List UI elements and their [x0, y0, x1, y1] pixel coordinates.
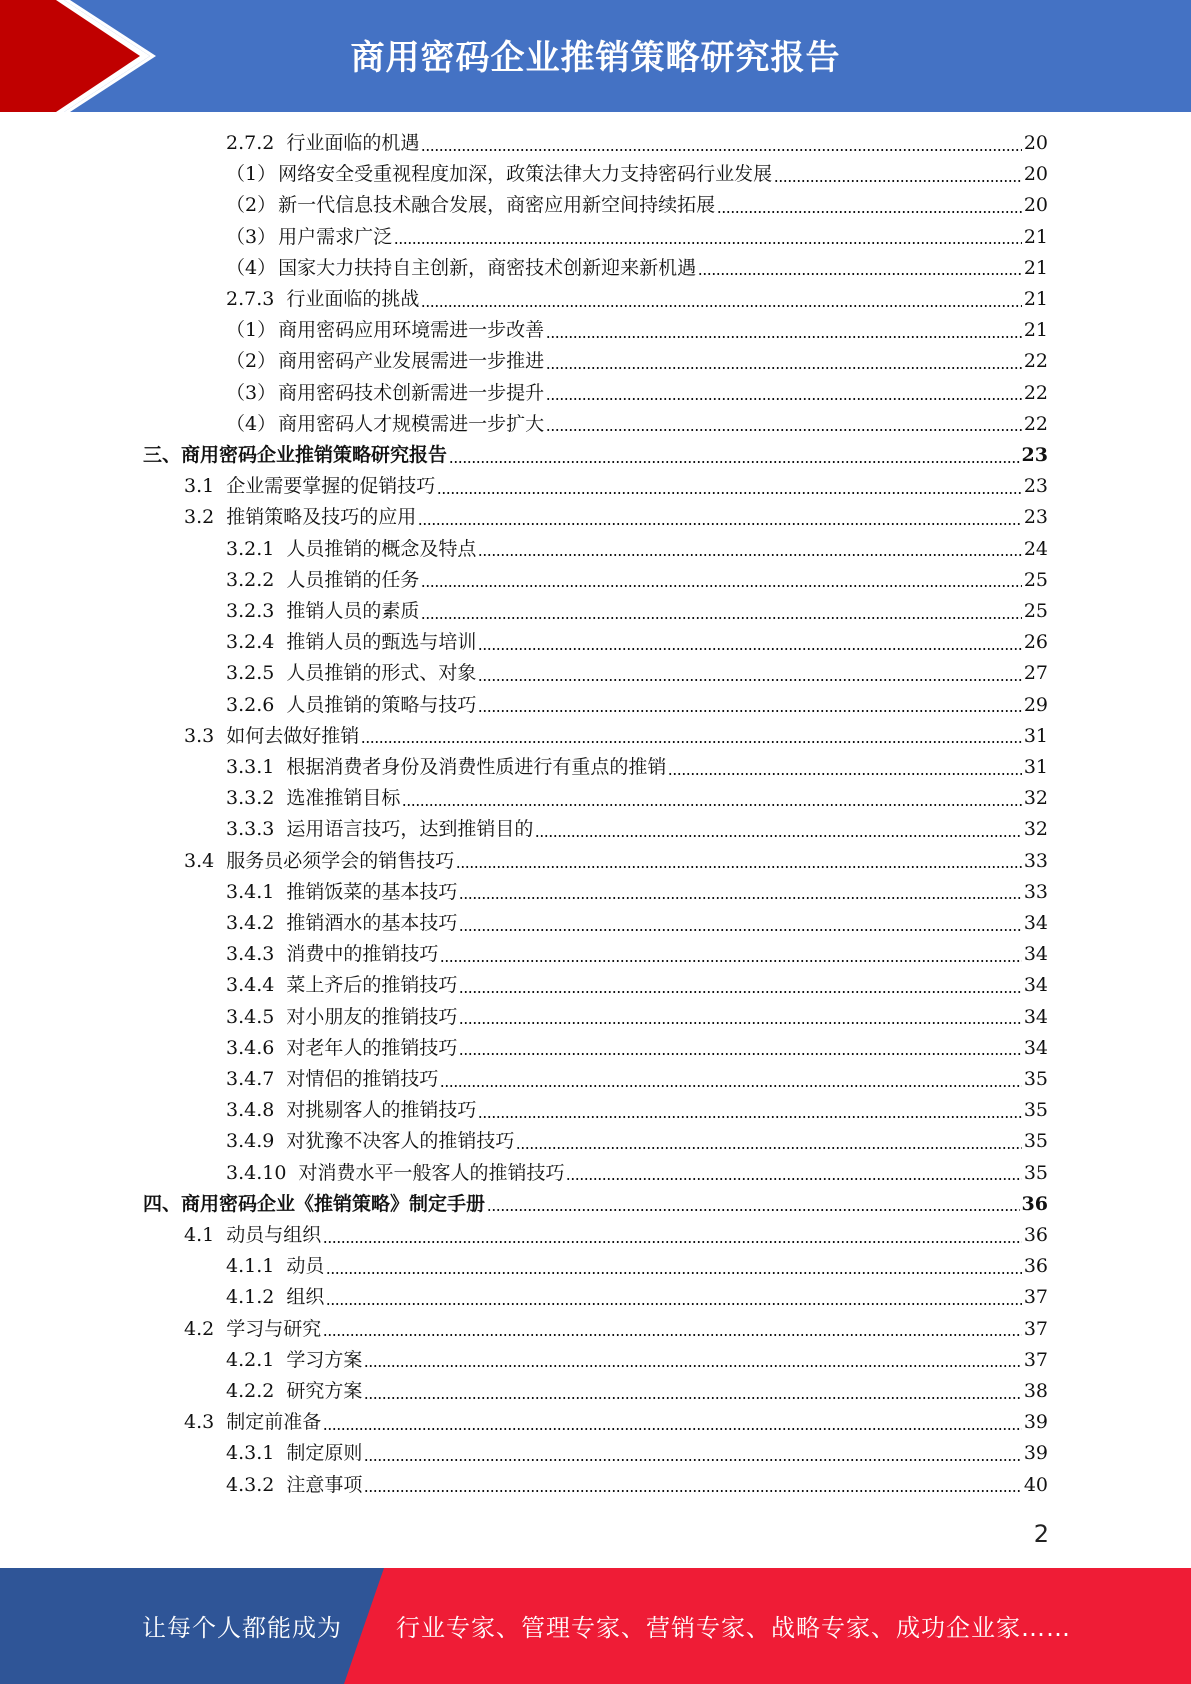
toc-entry-title: 人员推销的形式、对象 [286, 662, 477, 685]
toc-entry-page: 21 [1023, 288, 1048, 310]
toc-entry-page: 34 [1023, 974, 1048, 997]
toc-entry-title: 商用密码技术创新需进一步提升 [278, 381, 545, 404]
toc-entry-page: 34 [1023, 1036, 1048, 1059]
toc-entry[interactable] [226, 1251, 1048, 1282]
toc-entry-number: 3.2.1 [226, 537, 275, 560]
toc-entry-page: 39 [1023, 1442, 1048, 1465]
toc-entry-title: 国家大力扶持自主创新，商密技术创新迎来新机遇 [278, 256, 697, 279]
toc-entry[interactable] [226, 222, 1048, 253]
toc-entry[interactable] [226, 565, 1048, 596]
dot-leader [364, 1490, 1021, 1492]
toc-entry-title: 消费中的推销技巧 [286, 943, 439, 966]
dot-leader [774, 180, 1022, 182]
toc-entry-number: 3.4.4 [226, 974, 275, 997]
dot-leader [323, 1428, 1022, 1430]
toc-entry-title: 行业面临的挑战 [286, 288, 420, 310]
toc-entry-title: 行业面临的机遇 [286, 132, 420, 154]
dot-leader [364, 1459, 1021, 1461]
toc-entry-page: 31 [1023, 756, 1048, 778]
toc-entry-title: 人员推销的任务 [286, 568, 420, 591]
toc-entry-page: 27 [1023, 662, 1048, 685]
dot-leader [421, 305, 1021, 307]
dot-leader [440, 960, 1021, 962]
toc-entry-number: 3.4 [184, 849, 215, 872]
dot-leader [456, 866, 1022, 868]
toc-entry-number: 2.7.2 [226, 132, 275, 154]
toc-entry[interactable] [226, 658, 1048, 689]
toc-entry-title: 推销人员的素质 [286, 600, 420, 622]
toc-entry-page: 35 [1023, 1161, 1048, 1184]
toc-entry-number: 3.4.2 [226, 912, 275, 934]
toc-entry[interactable] [226, 1470, 1048, 1501]
toc-entry-page: 22 [1023, 350, 1048, 373]
toc-entry-title: 动员 [286, 1255, 325, 1278]
dot-leader [459, 929, 1021, 931]
toc-entry-title: 对情侣的推销技巧 [286, 1068, 439, 1090]
toc-entry-page: 33 [1023, 849, 1048, 872]
toc-entry-title: 制定原则 [286, 1442, 363, 1465]
toc-entry-number: 4.3.1 [226, 1442, 275, 1465]
toc-entry-title: 学习方案 [286, 1348, 363, 1371]
toc-entry-page: 26 [1023, 631, 1048, 654]
toc-entry-title: 商用密码人才规模需进一步扩大 [278, 412, 545, 435]
toc-entry-number: 3.4.9 [226, 1130, 275, 1153]
toc-entry[interactable] [226, 128, 1048, 159]
toc-entry-title: 选准推销目标 [286, 787, 401, 810]
toc-entry-title: 对犹豫不决客人的推销技巧 [286, 1130, 515, 1153]
dot-leader [437, 492, 1022, 494]
toc-entry[interactable] [226, 346, 1048, 377]
dot-leader [449, 461, 1020, 463]
dot-leader [459, 991, 1021, 993]
toc-entry[interactable] [226, 315, 1048, 346]
toc-entry[interactable] [226, 378, 1048, 409]
toc-entry-title: 对消费水平一般客人的推销技巧 [298, 1161, 565, 1184]
toc-entry-title: 注意事项 [286, 1473, 363, 1496]
toc-entry-page: 40 [1023, 1473, 1048, 1496]
toc-entry-page: 25 [1023, 568, 1048, 591]
toc-entry[interactable] [226, 690, 1048, 721]
toc-entry-title: 商用密码应用环境需进一步改善 [278, 319, 545, 342]
toc-entry-number: 3.2 [184, 506, 215, 529]
toc-entry[interactable] [184, 721, 1048, 752]
toc-entry-title: 动员与组织 [226, 1224, 322, 1246]
toc-entry-page: 37 [1023, 1317, 1048, 1340]
toc-entry-number: 3.4.7 [226, 1068, 275, 1090]
toc-entry-number: （2） [226, 350, 277, 373]
toc-entry[interactable] [226, 1282, 1048, 1313]
dot-leader [487, 1209, 1020, 1211]
toc-entry-page: 38 [1023, 1380, 1048, 1402]
dot-leader [421, 585, 1021, 587]
toc-entry-page: 29 [1023, 693, 1048, 716]
dot-leader [535, 835, 1021, 837]
toc-entry-number: 4.1.1 [226, 1255, 275, 1278]
dot-leader [326, 1272, 1021, 1274]
footer-slogan-right: 行业专家、管理专家、营销专家、战略专家、成功企业家…… [396, 1614, 1071, 1642]
toc-entry-number: 4.1.2 [226, 1286, 275, 1309]
dot-leader [364, 1365, 1021, 1367]
toc-entry-title: 新一代信息技术融合发展，商密应用新空间持续拓展 [278, 194, 716, 217]
dot-leader [440, 1085, 1021, 1087]
dot-leader [546, 398, 1022, 400]
dot-leader [478, 710, 1021, 712]
toc-entry-page: 36 [1021, 1192, 1048, 1215]
toc-entry[interactable] [226, 253, 1048, 284]
dot-leader [566, 1178, 1021, 1180]
toc-entry-page: 23 [1023, 506, 1048, 529]
toc-entry-number: （2） [226, 194, 277, 217]
toc-entry[interactable] [226, 752, 1048, 783]
toc-entry[interactable] [226, 1438, 1048, 1469]
toc-entry-page: 34 [1023, 912, 1048, 934]
page-header [0, 0, 1191, 112]
dot-leader [418, 523, 1022, 525]
toc-entry[interactable] [184, 471, 1048, 502]
toc-entry[interactable] [226, 1376, 1048, 1407]
toc-entry[interactable] [184, 1407, 1048, 1438]
toc-entry-title: 人员推销的概念及特点 [286, 537, 477, 560]
toc-entry-number: 3.4.8 [226, 1099, 275, 1122]
toc-entry-number: 4.3 [184, 1411, 215, 1434]
toc-entry-page: 21 [1023, 225, 1048, 248]
dot-leader [516, 1147, 1021, 1149]
toc-entry-title: 推销人员的甄选与培训 [286, 631, 477, 654]
dot-leader [323, 1241, 1022, 1243]
toc-entry-title: 四、商用密码企业《推销策略》制定手册 [143, 1192, 486, 1215]
toc-entry-page: 22 [1023, 381, 1048, 404]
toc-entry-number: （4） [226, 256, 277, 279]
page-footer [0, 1568, 1191, 1684]
toc-entry-number: 3.3.2 [226, 787, 275, 810]
dot-leader [402, 804, 1021, 806]
toc-entry-number: 4.3.2 [226, 1473, 275, 1496]
toc-entry[interactable] [226, 1002, 1048, 1033]
toc-entry-title: 三、商用密码企业推销策略研究报告 [143, 444, 448, 466]
toc-entry[interactable] [226, 783, 1048, 814]
dot-leader [478, 648, 1021, 650]
toc-entry-number: 3.4.3 [226, 943, 275, 966]
dot-leader [323, 1334, 1022, 1336]
toc-entry[interactable] [184, 846, 1048, 877]
toc-entry-title: 企业需要掌握的促销技巧 [226, 475, 436, 498]
dot-leader [459, 1022, 1021, 1024]
header-title: 商用密码企业推销策略研究报告 [350, 38, 841, 78]
toc-entry-page: 21 [1023, 319, 1048, 342]
dot-leader [478, 554, 1021, 556]
toc-entry-page: 35 [1023, 1068, 1048, 1090]
toc-entry-page: 36 [1023, 1224, 1048, 1246]
dot-leader [459, 1053, 1021, 1055]
toc-entry-title: 人员推销的策略与技巧 [286, 693, 477, 716]
toc-entry-page: 37 [1023, 1348, 1048, 1371]
toc-entry-number: 3.4.10 [226, 1161, 287, 1184]
toc-entry-title: 对挑剔客人的推销技巧 [286, 1099, 477, 1122]
toc-entry-title: 如何去做好推销 [226, 724, 360, 747]
toc-entry-page: 39 [1023, 1411, 1048, 1434]
toc-entry-title: 研究方案 [286, 1380, 363, 1402]
toc-entry[interactable] [226, 409, 1048, 440]
dot-leader [717, 211, 1022, 213]
toc-entry[interactable] [226, 1033, 1048, 1064]
dot-leader [478, 679, 1021, 681]
toc-entry-number: 4.2.2 [226, 1380, 275, 1402]
toc-entry-page: 37 [1023, 1286, 1048, 1309]
toc-entry-number: （1） [226, 319, 277, 342]
dot-leader [421, 149, 1021, 151]
dot-leader [459, 897, 1021, 899]
toc-entry-title: 组织 [286, 1286, 325, 1309]
dot-leader [478, 1116, 1021, 1118]
toc-entry-title: 用户需求广泛 [278, 225, 393, 248]
toc-entry-number: 3.2.3 [226, 600, 275, 622]
toc-entry-title: 对老年人的推销技巧 [286, 1036, 458, 1059]
toc-entry[interactable] [226, 1345, 1048, 1376]
toc-entry-number: 3.3 [184, 724, 215, 747]
toc-entry-page: 20 [1023, 194, 1048, 217]
toc-entry-title: 服务员必须学会的销售技巧 [226, 849, 455, 872]
toc-entry-number: 3.4.6 [226, 1036, 275, 1059]
toc-entry-page: 20 [1023, 132, 1048, 154]
toc-entry-number: 3.2.5 [226, 662, 275, 685]
toc-entry-title: 推销饭菜的基本技巧 [286, 880, 458, 903]
dot-leader [421, 617, 1021, 619]
toc-entry-number: 3.4.5 [226, 1005, 275, 1028]
dot-leader [361, 741, 1022, 743]
toc-entry-number: 3.3.1 [226, 756, 275, 778]
toc-entry[interactable] [184, 1314, 1048, 1345]
toc-entry-page: 35 [1023, 1130, 1048, 1153]
dot-leader [326, 1303, 1021, 1305]
toc-entry-title: 学习与研究 [226, 1317, 322, 1340]
toc-entry-number: 3.2.6 [226, 693, 275, 716]
toc-entry-page: 20 [1023, 163, 1048, 186]
toc-entry-page: 32 [1023, 818, 1048, 841]
toc-entry-title: 菜上齐后的推销技巧 [286, 974, 458, 997]
toc-entry-page: 34 [1023, 1005, 1048, 1028]
dot-leader [698, 273, 1022, 275]
toc-entry-title: 推销策略及技巧的应用 [226, 506, 417, 529]
toc-entry[interactable] [226, 970, 1048, 1001]
toc-entry-page: 36 [1023, 1255, 1048, 1278]
toc-entry-number: （4） [226, 412, 277, 435]
toc-entry-title: 根据消费者身份及消费性质进行有重点的推销 [286, 756, 667, 778]
toc-entry-page: 25 [1023, 600, 1048, 622]
toc-entry-page: 22 [1023, 412, 1048, 435]
toc-entry[interactable] [143, 1189, 1048, 1220]
toc-entry-number: 2.7.3 [226, 288, 275, 310]
toc-entry[interactable] [226, 1064, 1048, 1095]
toc-entry[interactable] [226, 814, 1048, 845]
toc-entry[interactable] [226, 596, 1048, 627]
toc-entry[interactable] [226, 877, 1048, 908]
toc-entry-page: 24 [1023, 537, 1048, 560]
toc-entry-page: 35 [1023, 1099, 1048, 1122]
toc-entry-page: 33 [1023, 880, 1048, 903]
toc-entry-number: 4.1 [184, 1224, 215, 1246]
toc-entry-page: 23 [1021, 444, 1048, 466]
toc-entry[interactable] [226, 627, 1048, 658]
toc-entry-number: 3.3.3 [226, 818, 275, 841]
toc-entry[interactable] [226, 908, 1048, 939]
toc-entry[interactable] [226, 939, 1048, 970]
toc-entry-number: 4.2.1 [226, 1348, 275, 1371]
toc-entry[interactable] [184, 1220, 1048, 1251]
toc-entry[interactable] [226, 159, 1048, 190]
toc-entry[interactable] [226, 534, 1048, 565]
toc-entry-page: 34 [1023, 943, 1048, 966]
toc-entry-title: 推销酒水的基本技巧 [286, 912, 458, 934]
toc-entry-page: 21 [1023, 256, 1048, 279]
toc-entry-number: （3） [226, 225, 277, 248]
toc-entry-number: 3.2.4 [226, 631, 275, 654]
toc-entry-title: 商用密码产业发展需进一步推进 [278, 350, 545, 373]
dot-leader [546, 336, 1022, 338]
footer-slogan-left: 让每个人都能成为 [142, 1614, 342, 1642]
dot-leader [546, 429, 1022, 431]
dot-leader [394, 242, 1022, 244]
toc-entry[interactable] [143, 440, 1048, 471]
toc-entry[interactable] [226, 1158, 1048, 1189]
toc-entry-number: （3） [226, 381, 277, 404]
toc-entry-number: 4.2 [184, 1317, 215, 1340]
toc-entry[interactable] [226, 1126, 1048, 1157]
toc-entry-number: （1） [226, 163, 277, 186]
dot-leader [364, 1397, 1021, 1399]
toc-entry[interactable] [226, 1095, 1048, 1126]
dot-leader [546, 367, 1022, 369]
page-number: 2 [1033, 1520, 1049, 1548]
toc-entry[interactable] [226, 190, 1048, 221]
dot-leader [668, 773, 1021, 775]
toc-entry-page: 32 [1023, 787, 1048, 810]
toc-entry-title: 运用语言技巧，达到推销目的 [286, 818, 534, 841]
toc-entry-page: 31 [1023, 724, 1048, 747]
toc-entry-number: 3.4.1 [226, 880, 275, 903]
toc-entry[interactable] [226, 284, 1048, 315]
toc-entry-title: 对小朋友的推销技巧 [286, 1005, 458, 1028]
toc-entry[interactable] [184, 502, 1048, 533]
toc-entry-title: 网络安全受重视程度加深，政策法律大力支持密码行业发展 [278, 163, 773, 186]
toc-entry-number: 3.1 [184, 475, 215, 498]
toc-entry-number: 3.2.2 [226, 568, 275, 591]
toc-entry-title: 制定前准备 [226, 1411, 322, 1434]
toc-entry-page: 23 [1023, 475, 1048, 498]
